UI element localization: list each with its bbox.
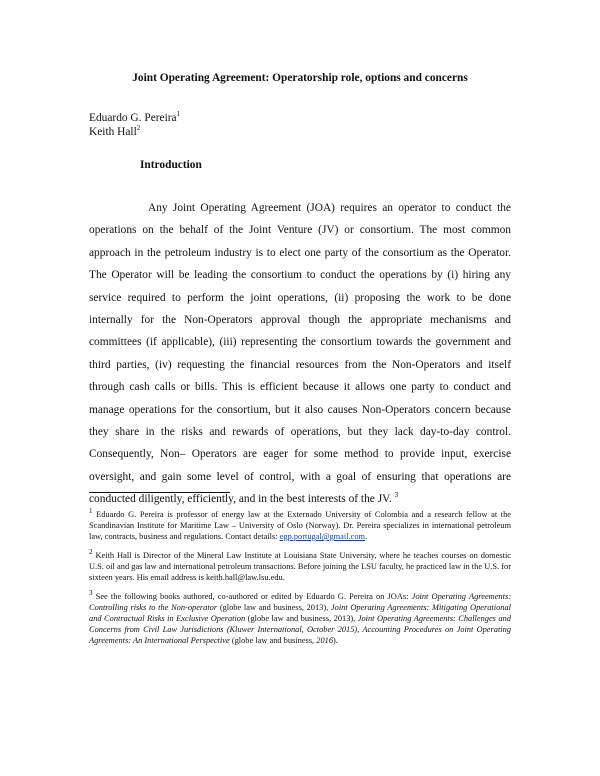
author-2-footnote-mark[interactable]: 2 (136, 124, 141, 133)
footnote-3-title-1: Joint Operating Agreements: Controlling risks to the Non-operator (89, 592, 511, 612)
author-1 (89, 111, 180, 125)
footnote-3-mark: 3 (89, 589, 93, 598)
footnote-2 (89, 550, 511, 583)
footnote-1-email-link[interactable]: egp.portugal@gmail.com (279, 532, 366, 541)
footnote-separator (89, 492, 230, 493)
footnote-3-title-2: Joint Operating Agreements: Mitigating Operational and Contractual Risks in Exclusive Operation (89, 603, 511, 623)
footnote-3-title-3: Joint Operating Agreements: Challenges and Concerns from Civil Law Jurisdictions (Kluwer International, October 2015), Accounting Procedures on Joint Operating Agreements: An International Perspective (89, 614, 511, 645)
footnote-3-pub-3: (globe law and business, (229, 636, 317, 645)
author-1-name: Eduardo G. Pereira (89, 112, 177, 124)
footnote-2-text: Keith Hall is Director of the Mineral Law Institute at Louisiana State University, where he teaches courses on domestic U.S. oil and gas law and international petroleum transactions. Before joining the LSU faculty, he practiced law in the U.S. for sixteen years. His email address is keith.hall@law.lsu.edu. (89, 551, 511, 582)
footnotes (89, 509, 511, 654)
author-2 (89, 125, 180, 139)
paper-title: Joint Operating Agreement: Operatorship role, options and concerns (132, 72, 468, 84)
body-text (89, 197, 511, 511)
footnote-3-end: ). (333, 636, 338, 645)
body-paragraph (89, 197, 511, 511)
footnote-3-year-3: 2016 (316, 636, 333, 645)
footnote-1 (89, 509, 511, 542)
footnote-1-end: . (365, 532, 368, 541)
footnote-3-pub-1: (globe law and business, 2013), (217, 603, 331, 612)
author-2-name: Keith Hall (89, 126, 137, 138)
author-1-footnote-mark[interactable]: 1 (176, 110, 181, 119)
author-list (89, 111, 180, 139)
footnote-3-intro: See the following books authored, co-authored or edited by Eduardo G. Pereira on JOAs: (95, 592, 412, 601)
section-heading: Introduction (140, 159, 202, 171)
footnote-1-text: Eduardo G. Pereira is professor of energy law at the Externado University of Colombia and a research fellow at the Scandinavian Institute for Maritime Law – University of Oslo (Norway). Dr. Pereira specializes in international petroleum law, contracts, business and regulations. Contact details: (89, 510, 511, 541)
footnote-3 (89, 591, 511, 646)
body-footnote-mark[interactable]: 3 (394, 491, 399, 500)
footnote-2-mark: 2 (89, 548, 93, 557)
footnote-1-mark: 1 (89, 507, 93, 516)
body-paragraph-text: Any Joint Operating Agreement (JOA) requires an operator to conduct the operations on the behalf of the Joint Venture (JV) or consortium. The most common approach in the petroleum industry is to elect one party of the consortium as the Operator. The Operator will be leading the consortium to conduct the operations by (i) hiring any service required to perform the joint operations, (ii) proposing the work to be done internally for the Non-Operators approval though the appropriate mechanisms and committees (if applicable), (iii) representing the consortium towards the government and third parties, (iv) requesting the financial resources from the Non-Operators and itself through cash calls or bills. This is efficient because it allows one party to conduct and manage operations for the consortium, but it also causes Non-Operators concern because they share in the risks and rewards of operations, but they lack day-to-day control. Consequently, Non– Operators are eager for some method to provide input, exercise oversight, and gain some level of control, with a goal of ensuring that operations are conducted diligently, efficiently, and in the best interests of the JV. (89, 202, 511, 506)
footnote-3-pub-2: (globe law and business, 2013), (245, 614, 358, 623)
